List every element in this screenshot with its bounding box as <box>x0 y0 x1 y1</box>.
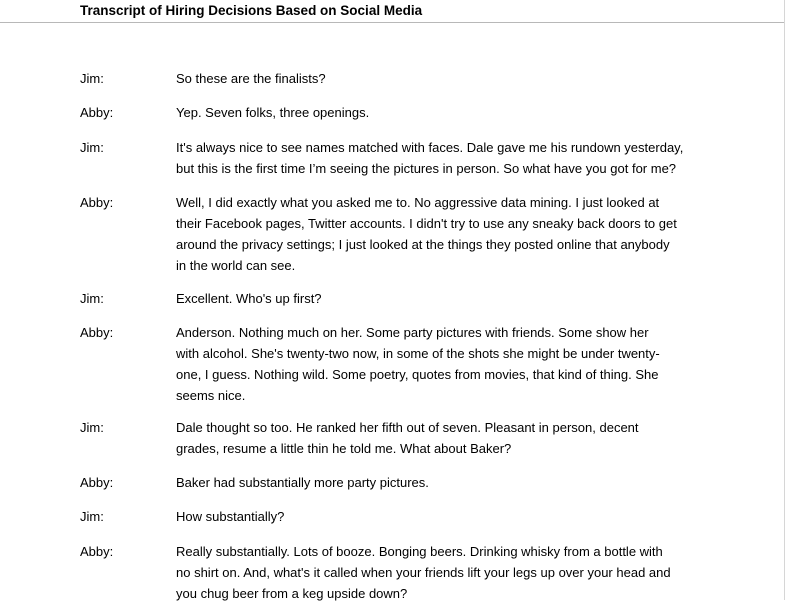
dialogue-line: with alcohol. She's twenty-two now, in some of the shots she might be under twenty- <box>176 346 660 361</box>
speaker-label: Jim: <box>80 291 104 306</box>
speaker-label: Abby: <box>80 475 114 490</box>
speaker-label: Abby: <box>80 544 114 559</box>
dialogue-line: seems nice. <box>176 388 246 403</box>
dialogue-line: It's always nice to see names matched with faces. Dale gave me his rundown yesterday, <box>176 140 684 155</box>
dialogue-line: you chug beer from a keg upside down? <box>176 586 408 601</box>
dialogue-line: no shirt on. And, what's it called when your friends lift your legs up over your head and <box>176 565 671 580</box>
dialogue-line: Excellent. Who's up first? <box>176 291 322 306</box>
dialogue-line: their Facebook pages, Twitter accounts. I didn't try to use any sneaky back doors to get <box>176 216 677 231</box>
speaker-label: Jim: <box>80 420 104 435</box>
document-title: Transcript of Hiring Decisions Based on Social Media <box>80 3 423 18</box>
speaker-label: Jim: <box>80 140 104 155</box>
dialogue-line: Yep. Seven folks, three openings. <box>176 105 370 120</box>
speaker-label: Abby: <box>80 325 114 340</box>
dialogue-line: Dale thought so too. He ranked her fifth out of seven. Pleasant in person, decent <box>176 420 639 435</box>
speaker-label: Jim: <box>80 509 104 524</box>
dialogue-line: grades, resume a little thin he told me. What about Baker? <box>176 441 512 456</box>
speaker-label: Abby: <box>80 195 114 210</box>
dialogue-line: one, I guess. Nothing wild. Some poetry, quotes from movies, that kind of thing. She <box>176 367 659 382</box>
dialogue-line: Baker had substantially more party pictures. <box>176 475 429 490</box>
title-divider <box>0 22 785 23</box>
dialogue-line: So these are the finalists? <box>176 71 326 86</box>
dialogue-line: Really substantially. Lots of booze. Bonging beers. Drinking whisky from a bottle with <box>176 544 663 559</box>
speaker-label: Jim: <box>80 71 104 86</box>
speaker-label: Abby: <box>80 105 114 120</box>
dialogue-line: Anderson. Nothing much on her. Some party pictures with friends. Some show her <box>176 325 649 340</box>
dialogue-line: Well, I did exactly what you asked me to. No aggressive data mining. I just looked at <box>176 195 660 210</box>
dialogue-line: but this is the first time I’m seeing the pictures in person. So what have you got for me? <box>176 161 677 176</box>
dialogue-line: in the world can see. <box>176 258 296 273</box>
dialogue-line: around the privacy settings; I just looked at the things they posted online that anybody <box>176 237 670 252</box>
dialogue-line: How substantially? <box>176 509 285 524</box>
